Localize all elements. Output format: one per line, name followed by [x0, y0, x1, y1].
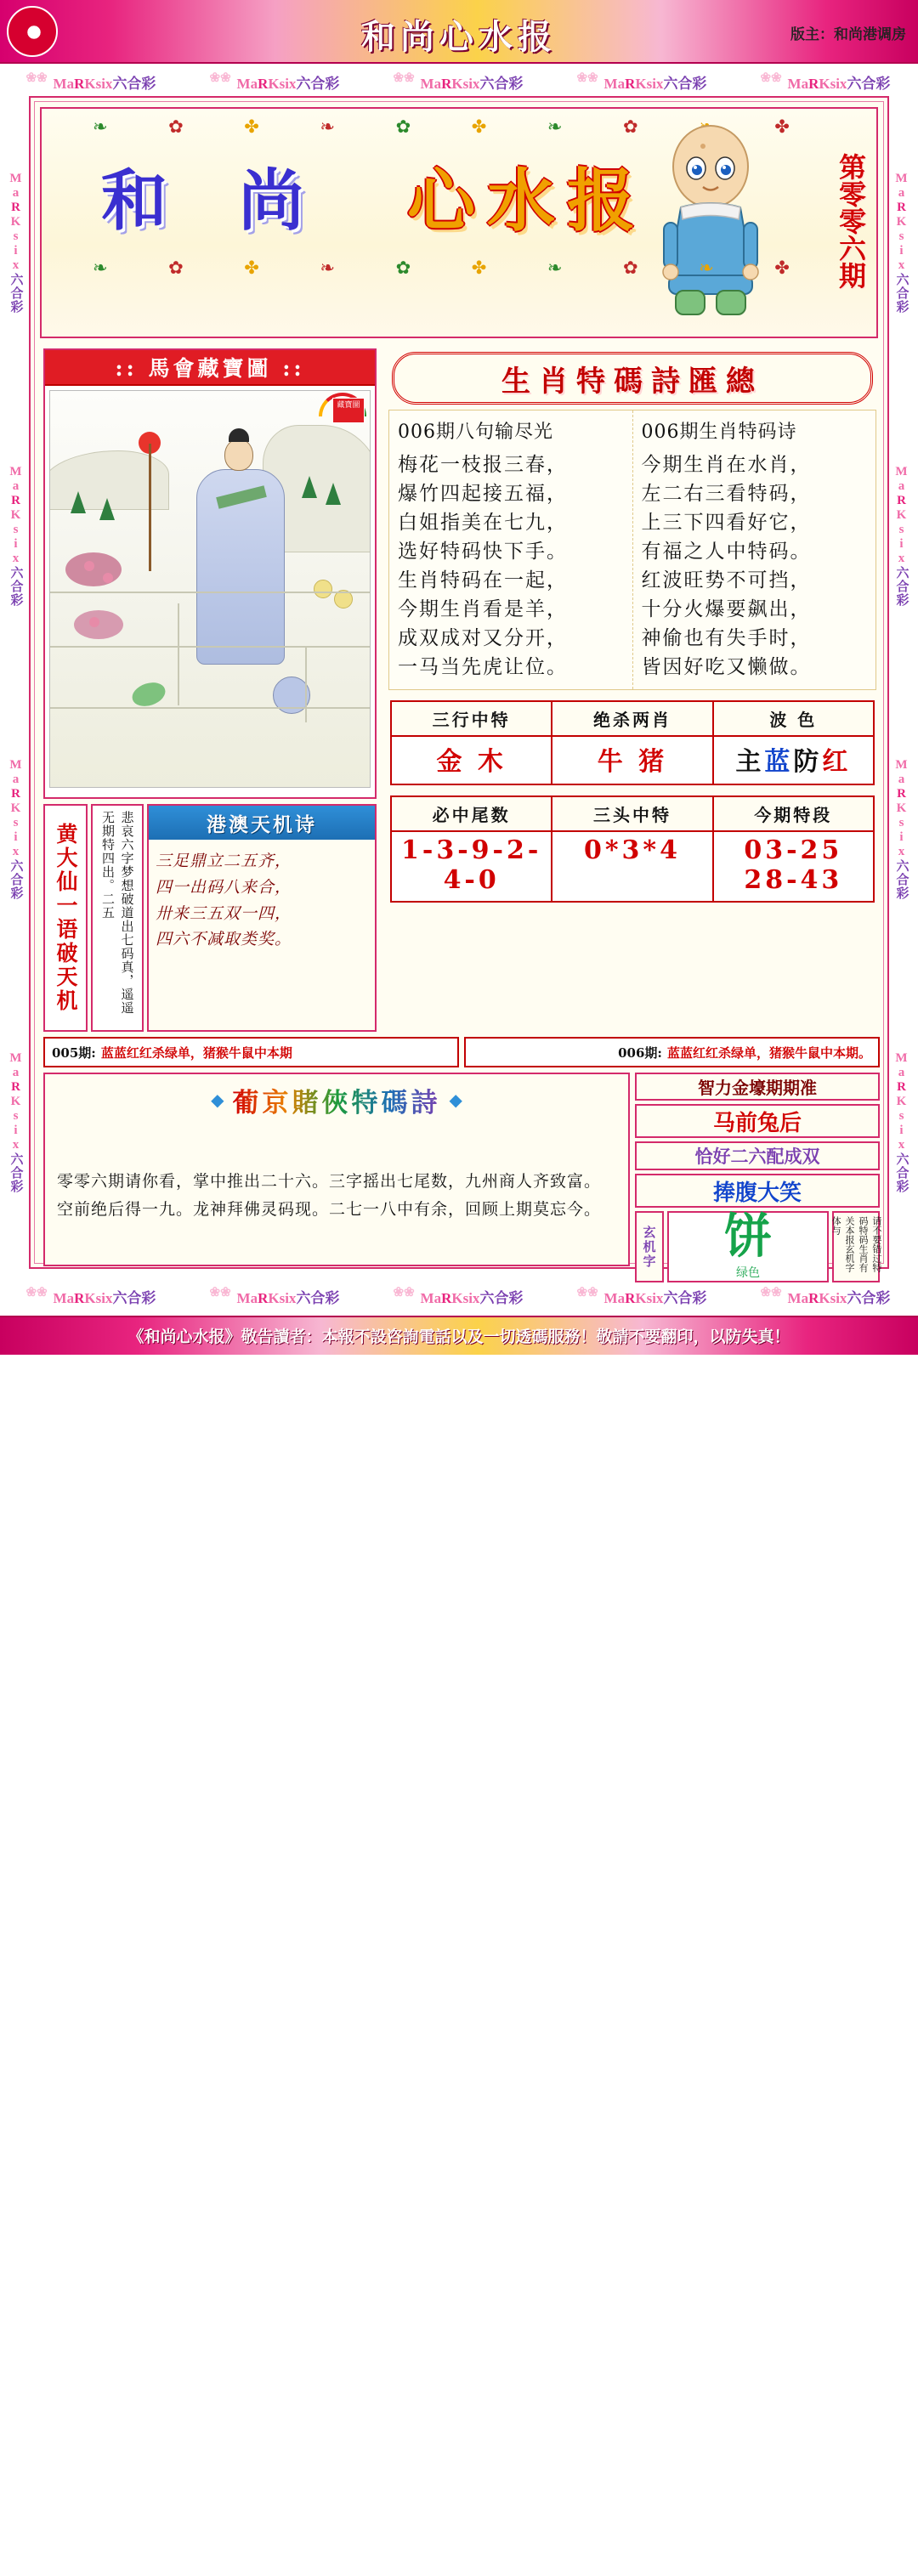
butterfly-icon: ✤ — [774, 116, 790, 137]
poem-line: 有福之人中特码。 — [641, 541, 812, 563]
issue-strip-label: 006期: — [618, 1045, 662, 1061]
issue-strip-label: 005期: — [52, 1045, 96, 1061]
prediction-table-2 — [390, 795, 875, 903]
diamond-icon: ◆ — [211, 1090, 224, 1110]
masthead — [40, 107, 878, 338]
watermark-item: ❀❀ MaRKsix六合彩 — [212, 1286, 340, 1307]
flower-icon: ✿ — [168, 116, 184, 137]
poem-line: 红波旺势不可挡， — [641, 569, 812, 592]
wong-tai-sin-column — [43, 804, 88, 1032]
poem-column-left — [389, 410, 632, 689]
watermark-strip-top — [0, 67, 918, 96]
tip-box-3: 恰好二六配成双 — [635, 1141, 880, 1170]
poem-line: 今期生肖在水肖， — [641, 454, 812, 476]
table-row — [392, 735, 873, 784]
mystery-word-box — [667, 1211, 829, 1282]
leaf-icon: ❧ — [699, 258, 714, 278]
leaf-icon: ❧ — [93, 258, 108, 278]
butterfly-icon: ✤ — [471, 116, 487, 137]
lisboa-poem-body: 零零六期请你看，掌中推出二十六。三字摇出七尾数，九州商人齐致富。空前绝后得一九。龙神拜佛灵码现。二七一八中有余，回顾上期莫忘今。 — [57, 1172, 602, 1220]
issue-strip-006 — [464, 1037, 880, 1067]
poem-line: 爆竹四起接五福， — [398, 483, 568, 506]
butterfly-icon: ✤ — [244, 258, 259, 278]
tips-column — [635, 1073, 882, 1280]
poem-line: 成双成对又分开， — [398, 627, 568, 650]
poem-line: 神偷也有失手时， — [641, 627, 812, 650]
sage-hair — [229, 428, 249, 442]
leaf-icon: ❧ — [320, 116, 336, 137]
poem-line: 四一出码八来合， — [156, 877, 292, 897]
lower-section — [43, 1073, 882, 1280]
prediction-table-1 — [390, 700, 875, 785]
masthead-title-left: 和 尚 — [101, 162, 329, 240]
poem-line: 十分火爆要飙出， — [641, 598, 812, 621]
diamond-icon: ◆ — [449, 1090, 462, 1110]
wave-def-label: 防 — [793, 747, 823, 777]
mystery-word-color: 绿色 — [736, 1266, 760, 1280]
watermark-item: MaRKsix六合彩 — [894, 1051, 909, 1193]
watermark-item: ❀❀ MaRKsix六合彩 — [762, 1286, 891, 1307]
table-row — [392, 830, 873, 901]
flower-icon: ✿ — [622, 258, 638, 278]
treasure-tag-badge: 藏寶圖 — [332, 398, 365, 423]
riddle-column — [91, 804, 144, 1032]
table-row — [392, 797, 873, 830]
poem-line: 三足鼎立二五齐， — [156, 852, 292, 870]
mystery-word-character: 饼 — [724, 1209, 772, 1265]
column-header: 今期特段 — [714, 797, 873, 830]
watermark-item: ❀❀ MaRKsix六合彩 — [579, 1286, 707, 1307]
disclaimer-note-text: 请不要错过特码特码生肖有关本报玄机字体与 — [830, 1216, 882, 1272]
poem-right-heading: 006期生肖特码诗 — [641, 422, 797, 443]
butterfly-icon: ✤ — [471, 258, 487, 278]
column-header: 必中尾数 — [392, 797, 552, 830]
column-header: 三头中特 — [552, 797, 713, 830]
mystery-word-label-text: 玄机字 — [641, 1225, 657, 1269]
top-banner — [0, 0, 918, 64]
poem-line: 今期生肖看是羊， — [398, 598, 568, 621]
zodiac-poem-section — [385, 348, 880, 1032]
tip-box-1: 智力金壕期期准 — [635, 1073, 880, 1101]
column-header: 三行中特 — [392, 702, 552, 735]
masthead-title-right: 心水报 — [407, 161, 647, 241]
table-row — [392, 702, 873, 735]
watermark-item: MaRKsix六合彩 — [8, 172, 23, 314]
vine-ornament-bottom — [93, 253, 790, 282]
butterfly-icon: ✤ — [244, 116, 259, 137]
staff-icon — [149, 444, 151, 571]
wave-def-value: 红 — [822, 747, 852, 777]
monk-mascot-icon — [647, 122, 774, 326]
table-cell-wave-color — [714, 737, 873, 784]
watermark-item: ❀❀ MaRKsix六合彩 — [212, 71, 340, 93]
poem-line: 生肖特码在一起， — [398, 569, 568, 592]
site-title: 和尚心水报 — [361, 17, 557, 57]
watermark-strip-left — [2, 96, 31, 1269]
poem-line: 白姐指美在七九， — [398, 512, 568, 535]
table-cell: 03-25 28-43 — [714, 832, 873, 901]
poem-left-heading: 006期八句输尽光 — [398, 422, 553, 443]
side-columns-group — [43, 804, 377, 1032]
hk-macau-poem-panel — [147, 804, 377, 1032]
watermark-strip-bottom — [0, 1282, 918, 1311]
watermark-item: MaRKsix六合彩 — [894, 758, 909, 900]
publisher-label: 版主：和尚港调房 — [790, 26, 906, 43]
leaf-icon: ❧ — [93, 116, 108, 137]
wave-main-label: 主 — [735, 747, 765, 777]
hk-macau-poem-body — [149, 840, 375, 958]
table-cell: 金 木 — [392, 737, 552, 784]
butterfly-icon: ✤ — [774, 258, 790, 278]
watermark-item: MaRKsix六合彩 — [894, 172, 909, 314]
flower-icon: ✿ — [168, 258, 184, 278]
poem-line: 梅花一枝报三春， — [398, 454, 568, 476]
lisboa-poem-header — [158, 1081, 515, 1118]
flower-icon: ✿ — [622, 116, 638, 137]
table-cell: 1-3-9-2-4-0 — [392, 832, 552, 901]
watermark-item: MaRKsix六合彩 — [8, 758, 23, 900]
watermark-item: MaRKsix六合彩 — [8, 1051, 23, 1193]
poem-line: 一马当先虎让位。 — [398, 656, 568, 679]
poem-line: 上三下四看好它， — [641, 512, 812, 535]
poem-line: 选好特码快下手。 — [398, 541, 568, 563]
poem-column-right — [632, 410, 876, 689]
wong-tai-sin-text: 黄大仙一语破天机 — [54, 823, 78, 1013]
treasure-map-panel — [43, 348, 377, 799]
lisboa-poem-panel — [43, 1073, 630, 1266]
riddle-text: 悲哀六字梦想破道出七码真，遥遥无期特四出。二五 — [100, 811, 135, 1015]
lisboa-poem-title: 葡京賭俠特碼詩 — [233, 1081, 441, 1119]
issue-summary-strips — [43, 1037, 880, 1067]
watermark-item: ❀❀ MaRKsix六合彩 — [395, 1286, 524, 1307]
issue-number: 第零零六期 — [835, 153, 867, 289]
issue-strip-value: 蓝蓝红红杀绿单，猪猴牛鼠中本期 — [100, 1045, 292, 1061]
column-header: 绝杀两肖 — [552, 702, 713, 735]
watermark-strip-right — [887, 96, 916, 1269]
hk-macau-poem-header: 港澳天机诗 — [149, 806, 375, 840]
poem-columns — [388, 410, 876, 690]
flower-icon: ✿ — [395, 116, 411, 137]
tip-box-4: 捧腹大笑 — [635, 1174, 880, 1208]
watermark-item: ❀❀ MaRKsix六合彩 — [579, 71, 707, 93]
disclaimer-note — [832, 1211, 880, 1282]
sage-mountain-treasure-map-icon — [49, 390, 371, 788]
wave-main-value: 蓝 — [764, 747, 794, 777]
watermark-item: ❀❀ MaRKsix六合彩 — [395, 71, 524, 93]
mystery-word-row — [635, 1211, 880, 1282]
column-header: 波 色 — [714, 702, 873, 735]
bottom-notice-bar — [0, 1316, 918, 1355]
watermark-item: MaRKsix六合彩 — [894, 465, 909, 607]
leaf-icon: ❧ — [547, 116, 563, 137]
mystery-word-label — [635, 1211, 664, 1282]
issue-strip-005 — [43, 1037, 459, 1067]
leaf-icon: ❧ — [320, 258, 336, 278]
bottom-notice-text: 《和尚心水报》敬告讀者：本報不設咨詢電話以及一切透碼服務！敬請不要翻印，以防失真！ — [128, 1328, 790, 1346]
sage-head — [224, 439, 253, 471]
flower-icon: ✿ — [395, 258, 411, 278]
zodiac-poem-banner-text: 生肖特碼詩匯總 — [502, 364, 763, 399]
leaf-icon: ❧ — [547, 258, 563, 278]
tip-box-2: 马前兔后 — [635, 1104, 880, 1138]
watermark-item: ❀❀ MaRKsix六合彩 — [762, 71, 891, 93]
poster-page — [29, 96, 889, 1280]
watermark-item: MaRKsix六合彩 — [8, 465, 23, 607]
issue-strip-value: 蓝蓝红红杀绿单，猪猴牛鼠中本期。 — [666, 1045, 871, 1061]
zodiac-poem-banner — [392, 352, 873, 405]
poem-line: 四六不减取类奖。 — [156, 930, 292, 949]
table-cell: 0*3*4 — [552, 832, 713, 901]
table-cell: 牛 猪 — [552, 737, 713, 784]
watermark-item: ❀❀ MaRKsix六合彩 — [28, 71, 156, 93]
watermark-item: ❀❀ MaRKsix六合彩 — [28, 1286, 156, 1307]
poem-line: 卅来三五双一四， — [156, 903, 292, 923]
poem-line: 皆因好吃又懒做。 — [641, 656, 812, 679]
treasure-map-header: :: 馬會藏寶圖 :: — [45, 350, 375, 386]
poem-line: 左二右三看特码， — [641, 483, 812, 506]
